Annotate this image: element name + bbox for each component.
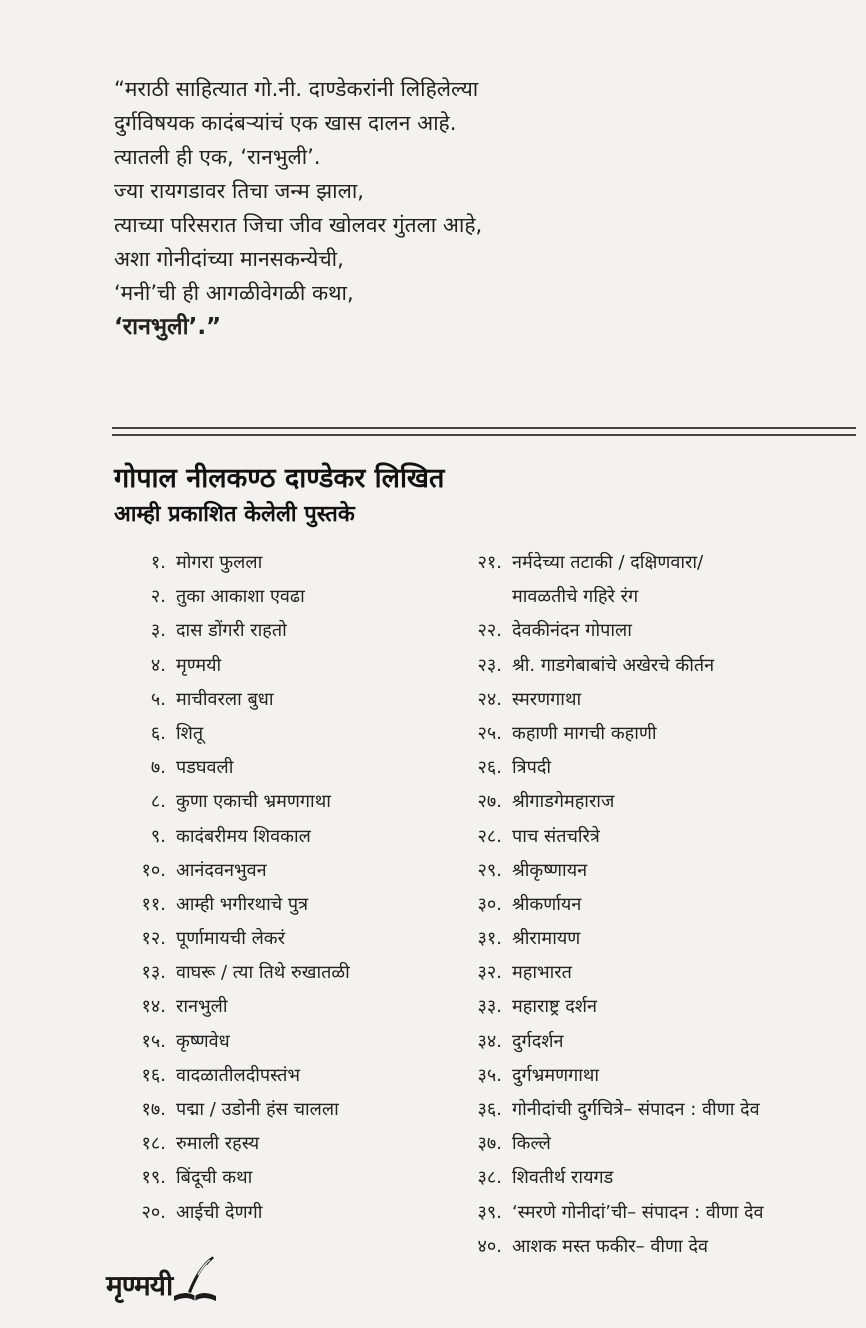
book-number: ३८. <box>477 1167 502 1189</box>
list-item <box>106 1093 436 1127</box>
list-item <box>106 717 436 751</box>
book-number: ७. <box>150 757 166 779</box>
book-number: ३१. <box>477 928 502 950</box>
list-item <box>440 1161 860 1195</box>
list-item <box>440 1059 860 1093</box>
list-item <box>106 614 436 648</box>
list-item <box>106 1127 436 1161</box>
publisher-logo-text: मृण्मयी <box>106 1269 173 1302</box>
list-item <box>440 990 860 1024</box>
book-number: १७. <box>141 1099 166 1120</box>
list-item <box>440 1127 860 1161</box>
book-title: श्रीकृष्णायन <box>512 859 588 881</box>
book-number: १८. <box>141 1133 166 1155</box>
list-item <box>106 580 436 614</box>
book-title: दुर्गदर्शन <box>512 1030 564 1052</box>
book-number: १६. <box>141 1064 166 1086</box>
book-title: पडघवली <box>176 757 234 779</box>
blurb-quote <box>114 72 714 344</box>
book-title: बिंदूची कथा <box>176 1167 253 1189</box>
book-number: २५. <box>477 722 502 744</box>
book-title: शिवतीर्थ रायगड <box>512 1167 614 1189</box>
author-heading: गोपाल नीलकण्ठ दाण्डेकर लिखित <box>114 463 445 494</box>
list-item <box>106 683 436 717</box>
list-item <box>440 1025 860 1059</box>
list-item <box>440 546 860 580</box>
book-title: नर्मदेच्या तटाकी / दक्षिणवारा/ <box>512 552 704 573</box>
book-list-left <box>106 546 436 1230</box>
books-subheading: आम्ही प्रकाशित केलेली पुस्तके <box>114 502 355 527</box>
list-item <box>440 649 860 683</box>
list-item <box>106 1025 436 1059</box>
blurb-line: अशा गोनीदांच्या मानसकन्येची, <box>114 247 344 271</box>
book-title: दुर्गभ्रमणगाथा <box>512 1064 600 1086</box>
book-number: २०. <box>141 1201 166 1223</box>
list-item <box>440 820 860 854</box>
book-title: स्मरणगाथा <box>512 688 582 710</box>
list-item <box>440 683 860 717</box>
book-number: ५. <box>150 688 166 710</box>
book-title: गोनीदांची दुर्गचित्रे– संपादन : वीणा देव <box>512 1099 760 1120</box>
book-number: २६. <box>477 757 502 779</box>
list-item <box>440 614 860 648</box>
list-item <box>440 1230 860 1264</box>
list-item <box>440 1196 860 1230</box>
blurb-line: ज्या रायगडावर तिचा जन्म झाला, <box>114 179 364 203</box>
book-number: ३०. <box>477 893 502 915</box>
list-item <box>106 1059 436 1093</box>
book-number: १०. <box>141 859 166 881</box>
divider-top <box>112 427 856 429</box>
book-title: माचीवरला बुधा <box>176 688 274 710</box>
book-title: कादंबरीमय शिवकाल <box>176 825 311 847</box>
book-title: पूर्णामायची लेकरं <box>176 928 285 950</box>
list-item <box>440 717 860 751</box>
book-title: महाभारत <box>512 962 572 984</box>
book-number: १९. <box>141 1167 166 1189</box>
book-title: दास डोंगरी राहतो <box>176 620 287 642</box>
book-title: कृष्णवेध <box>176 1030 230 1052</box>
list-item-continuation <box>440 580 860 614</box>
list-item <box>440 888 860 922</box>
list-item <box>106 922 436 956</box>
list-item <box>106 1161 436 1195</box>
list-item <box>106 546 436 580</box>
book-title: रानभुली <box>176 996 228 1018</box>
quill-book-icon <box>172 1254 218 1304</box>
list-item <box>440 1093 860 1127</box>
book-title: श्रीरामायण <box>512 928 581 950</box>
blurb-line: ‘मनी’ची ही आगळीवेगळी कथा, <box>114 281 354 305</box>
book-title: आशक मस्त फकीर– वीणा देव <box>512 1235 709 1257</box>
book-number: १२. <box>141 928 166 950</box>
book-number: २३. <box>477 654 502 676</box>
book-title: किल्ले <box>512 1133 551 1155</box>
book-number: ६. <box>150 722 166 744</box>
book-number: २४. <box>477 688 502 710</box>
list-item <box>106 751 436 785</box>
blurb-line: “मराठी साहित्यात गो.नी. दाण्डेकरांनी लिहिलेल्या <box>114 77 479 101</box>
book-number: ४. <box>150 654 166 676</box>
book-title: पद्मा / उडोनी हंस चालला <box>176 1099 339 1120</box>
book-list-right <box>440 546 860 1264</box>
book-number: ३. <box>150 620 166 642</box>
book-number: ३३. <box>477 996 502 1018</box>
book-number: २७. <box>477 791 502 813</box>
book-number: ११. <box>141 893 166 915</box>
book-number: ३९. <box>477 1201 502 1223</box>
divider-bottom <box>112 434 856 436</box>
book-number: १. <box>150 552 166 573</box>
book-number: ३६. <box>477 1099 502 1120</box>
book-title: रुमाली रहस्य <box>176 1133 260 1155</box>
book-title: देवकीनंदन गोपाला <box>512 620 632 642</box>
book-title: त्रिपदी <box>512 757 552 779</box>
list-item <box>440 751 860 785</box>
book-number: ३५. <box>477 1064 502 1086</box>
book-number: २८. <box>477 825 502 847</box>
list-item <box>440 922 860 956</box>
list-item <box>106 785 436 819</box>
book-title: कहाणी मागची कहाणी <box>512 722 657 744</box>
book-title: ‘स्मरणे गोनीदां’ची– संपादन : वीणा देव <box>512 1201 764 1223</box>
book-title: महाराष्ट्र दर्शन <box>512 996 598 1018</box>
book-title: कुणा एकाची भ्रमणगाथा <box>176 791 331 813</box>
book-number: ९. <box>150 825 166 847</box>
publisher-logo <box>106 1254 218 1304</box>
book-number: २१. <box>477 552 502 573</box>
list-item <box>106 649 436 683</box>
blurb-line: त्यातली ही एक, ‘रानभुली’. <box>114 145 321 169</box>
book-title: पाच संतचरित्रे <box>512 825 600 847</box>
list-item <box>106 990 436 1024</box>
list-item <box>106 1196 436 1230</box>
book-title: तुका आकाशा एवढा <box>176 586 305 608</box>
list-item <box>106 888 436 922</box>
book-number: ३४. <box>477 1030 502 1052</box>
blurb-line: दुर्गविषयक कादंबऱ्यांचं एक खास दालन आहे. <box>114 111 457 135</box>
list-item <box>106 820 436 854</box>
book-number: १३. <box>141 962 166 984</box>
book-number: २९. <box>477 859 502 881</box>
book-title: आम्ही भगीरथाचे पुत्र <box>176 893 309 915</box>
book-title: आनंदवनभुवन <box>176 859 267 881</box>
book-number: २. <box>150 586 166 608</box>
book-title: श्री. गाडगेबाबांचे अखेरचे कीर्तन <box>512 654 715 676</box>
list-item <box>440 854 860 888</box>
book-number: ३२. <box>477 962 502 984</box>
blurb-line: त्याच्या परिसरात जिचा जीव खोलवर गुंतला आहे, <box>114 213 483 237</box>
book-number: १५. <box>141 1030 166 1052</box>
book-title: मोगरा फुलला <box>176 552 263 573</box>
book-number: ८. <box>150 791 166 813</box>
book-title: शितू <box>176 722 204 744</box>
list-item <box>106 956 436 990</box>
book-number: २२. <box>477 620 502 642</box>
book-title: मृण्मयी <box>176 654 222 676</box>
list-item <box>106 854 436 888</box>
book-title: श्रीकर्णायन <box>512 893 582 915</box>
book-number: ३७. <box>477 1133 502 1155</box>
book-title: मावळतीचे गहिरे रंग <box>512 586 639 608</box>
book-title: आईची देणगी <box>176 1201 263 1223</box>
book-number: १४. <box>141 996 166 1018</box>
book-title: वाघरू / त्या तिथे रुखातळी <box>176 962 350 984</box>
book-title: श्रीगाडगेमहाराज <box>512 791 615 813</box>
list-item <box>440 785 860 819</box>
book-title: वादळातीलदीपस्तंभ <box>176 1064 301 1086</box>
list-item <box>440 956 860 990</box>
blurb-book-title: ‘रानभुली’.” <box>114 314 222 340</box>
book-number: ४०. <box>477 1235 502 1257</box>
